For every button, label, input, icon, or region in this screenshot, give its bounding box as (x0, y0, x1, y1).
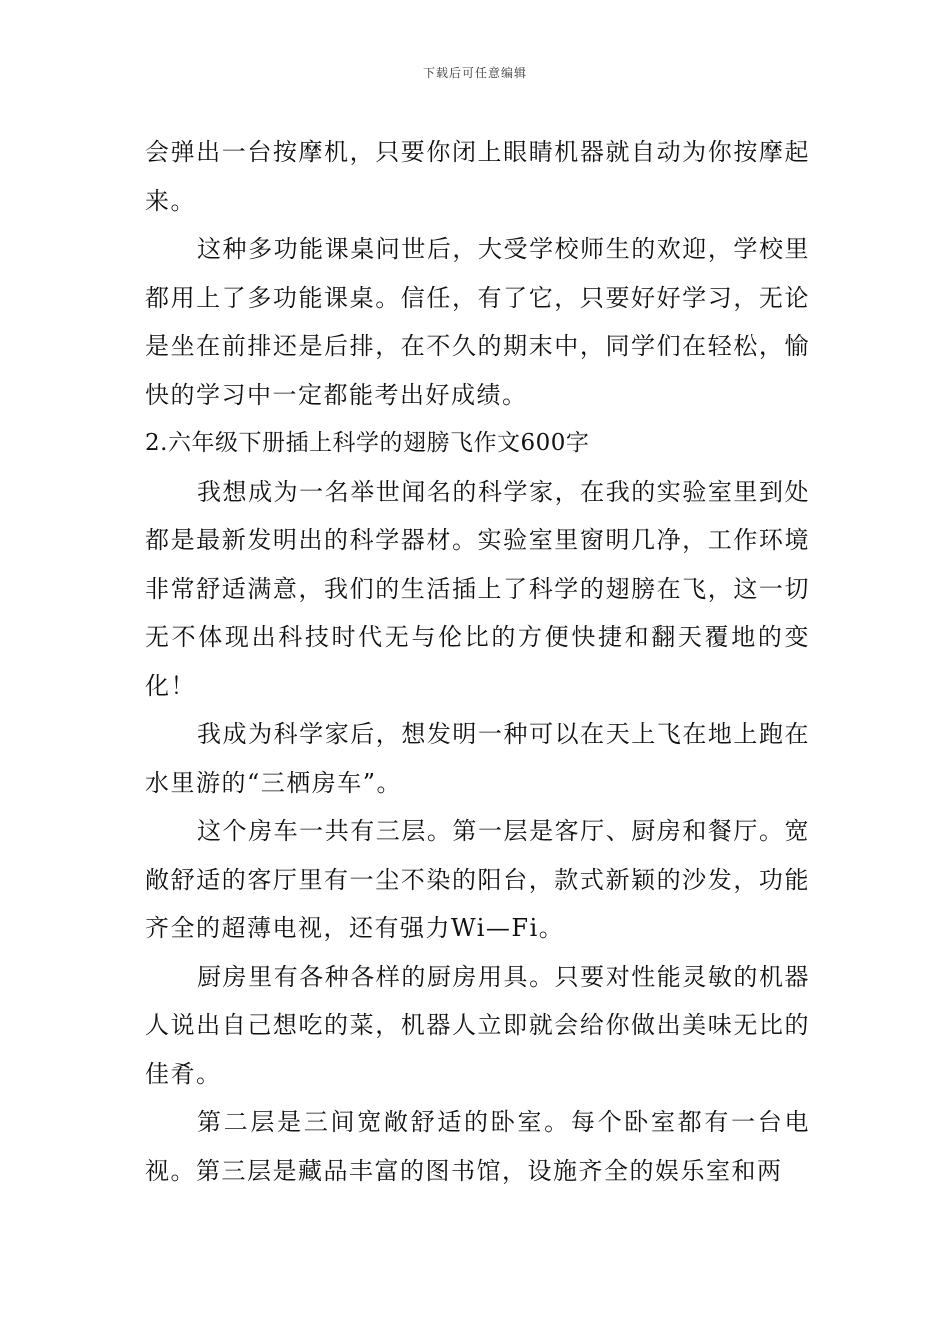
page-header: 下载后可任意编辑 (422, 66, 527, 80)
paragraph-5: 这个房车一共有三层。第一层是客厅、厨房和餐厅。宽敞舒适的客厅里有一尘不染的阳台，款式新颖的沙发，功能齐全的超薄电视，还有强力Wi—Fi。 (145, 817, 810, 942)
paragraph-2: 这种多功能课桌问世后，大受学校师生的欢迎，学校里都用上了多功能课桌。信任，有了它，只要好好学习，无论是坐在前排还是后排，在不久的期末中，同学们在轻松，愉快的学习中一定都能考出好成绩。 (145, 235, 810, 409)
section-heading: 2.六年级下册插上科学的翅膀飞作文600字 (145, 430, 590, 456)
paragraph-4: 我成为科学家后，想发明一种可以在天上飞在地上跑在水里游的“三栖房车”。 (145, 720, 810, 797)
paragraph-3: 我想成为一名举世闻名的科学家，在我的实验室里到处都是最新发明出的科学器材。实验室里窗明几净，工作环境非常舒适满意，我们的生活插上了科学的翅膀在飞，这一切无不体现出科技时代无与伦比的方便快捷和翻天覆地的变化！ (145, 477, 810, 700)
paragraph-1: 会弹出一台按摩机，只要你闭上眼睛机器就自动为你按摩起来。 (145, 138, 810, 215)
document-body (145, 128, 810, 1195)
paragraph-7: 第二层是三间宽敞舒适的卧室。每个卧室都有一台电视。第三层是藏品丰富的图书馆，设施齐全的娱乐室和两 (145, 1108, 810, 1185)
paragraph-6: 厨房里有各种各样的厨房用具。只要对性能灵敏的机器人说出自己想吃的菜，机器人立即就会给你做出美味无比的佳肴。 (145, 962, 810, 1088)
